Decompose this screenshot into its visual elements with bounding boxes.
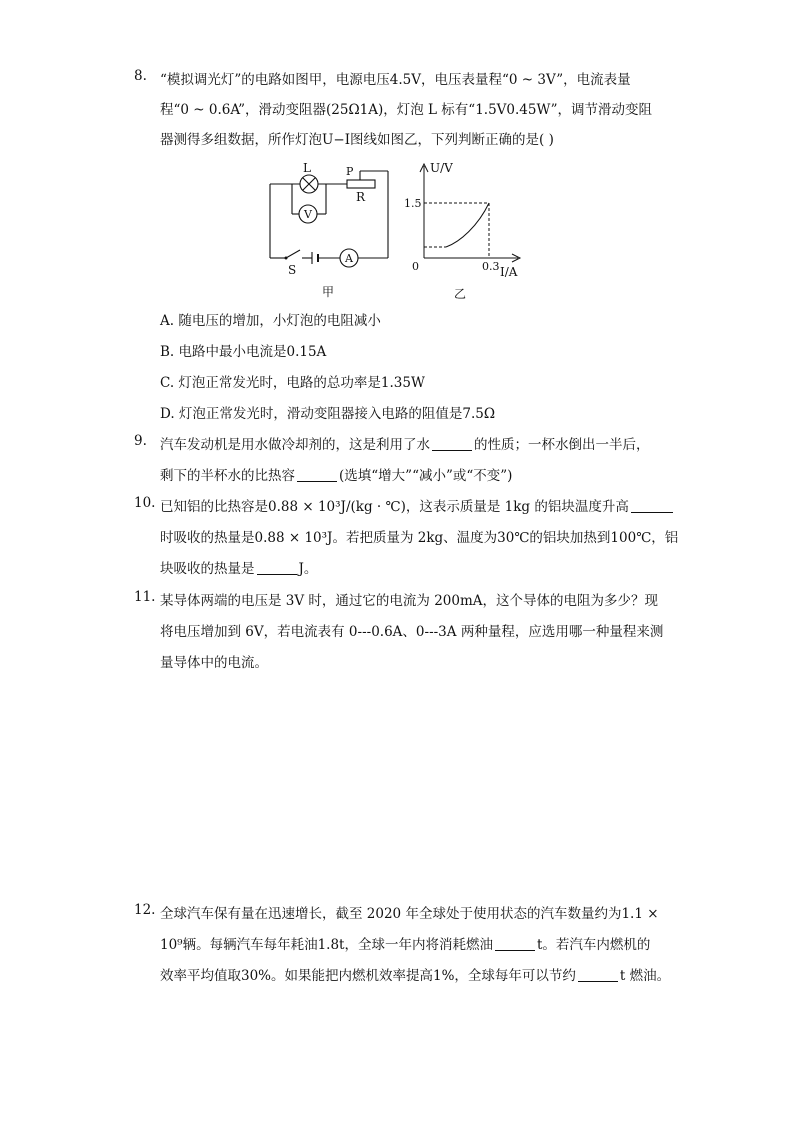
option-a: A. 随电压的增加，小灯泡的电阻减小 bbox=[160, 313, 381, 329]
question-text-line: 效率平均值取30%。如果能把内燃机效率提高1%，全球每年可以节约 t 燃油。 bbox=[160, 968, 671, 984]
answer-blank[interactable] bbox=[495, 936, 535, 951]
y-tick-label: 1.5 bbox=[404, 197, 422, 210]
question-text-line: 全球汽车保有量在迅速增长，截至 2020 年全球处于使用状态的汽车数量约为1.1 × bbox=[160, 906, 659, 922]
voltmeter-label: V bbox=[304, 208, 312, 221]
question-text-line: 某导体两端的电压是 3V 时，通过它的电流为 200mA，这个导体的电阻为多少？现 bbox=[160, 593, 659, 609]
question-text-line: 10⁹辆。每辆汽车每年耗油1.8t，全球一年内将消耗燃油 t。若汽车内燃机的 bbox=[160, 937, 651, 953]
question-text-line: 汽车发动机是用水做冷却剂的，这是利用了水 的性质；一杯水倒出一半后， bbox=[160, 437, 650, 453]
question-text-line: 已知铝的比热容是0.88 × 10³J/(kg · ℃)，这表示质量是 1kg 的铝块温度升高 bbox=[160, 495, 675, 515]
question-text-line: 剩下的半杯水的比热容 (选填“增大”“减小”或“不变”) bbox=[160, 468, 513, 484]
question-text-line: 量导体中的电流。 bbox=[160, 655, 268, 671]
x-tick-label: 0.3 bbox=[482, 260, 500, 273]
question-text-line: 程“0 ~ 0.6A”，滑动变阻器(25Ω1A)，灯泡 L 标有“1.5V0.45W”，调节滑动变阻 bbox=[160, 102, 653, 118]
question-text-line: “模拟调光灯”的电路如图甲，电源电压4.5V，电压表量程“0 ~ 3V”，电流表量 bbox=[160, 72, 631, 88]
question-number: 8. bbox=[134, 68, 147, 84]
question-number: 9. bbox=[134, 433, 147, 449]
question-number: 10. bbox=[134, 495, 156, 511]
u-i-graph bbox=[400, 156, 530, 300]
question-text-line: 将电压增加到 6V，若电流表有 0---0.6A、0---3A 两种量程，应选用哪一种量程来测 bbox=[160, 624, 664, 640]
ammeter-label: A bbox=[345, 252, 353, 265]
figure-caption: 甲 bbox=[322, 285, 335, 298]
question-number: 12. bbox=[134, 902, 156, 918]
answer-blank[interactable] bbox=[631, 498, 673, 513]
circuit-diagram bbox=[262, 156, 402, 298]
figure-caption: 乙 bbox=[454, 287, 467, 300]
option-c: C. 灯泡正常发光时，电路的总功率是1.35W bbox=[160, 375, 425, 391]
switch-label: S bbox=[288, 263, 297, 277]
answer-blank[interactable] bbox=[578, 967, 618, 982]
origin-label: 0 bbox=[412, 260, 419, 273]
question-number: 11. bbox=[134, 589, 156, 605]
question-text-line: 器测得多组数据，所作灯泡U−I图线如图乙，下列判断正确的是( ) bbox=[160, 132, 554, 148]
answer-blank[interactable] bbox=[257, 560, 297, 575]
slider-label: P bbox=[346, 165, 354, 178]
question-text-line: 时吸收的热量是0.88 × 10³J。若把质量为 2kg、温度为30℃的铝块加热到100℃，铝 bbox=[160, 530, 679, 546]
y-axis-label: U/V bbox=[430, 161, 453, 175]
rheostat-label: R bbox=[356, 190, 366, 204]
option-d: D. 灯泡正常发光时，滑动变阻器接入电路的阻值是7.5Ω bbox=[160, 406, 496, 422]
x-axis-label: I/A bbox=[500, 265, 518, 279]
question-text-line: 块吸收的热量是 J。 bbox=[160, 561, 318, 577]
lamp-label: L bbox=[303, 161, 311, 175]
answer-blank[interactable] bbox=[432, 436, 472, 451]
answer-blank[interactable] bbox=[297, 467, 337, 482]
option-b: B. 电路中最小电流是0.15A bbox=[160, 344, 327, 360]
